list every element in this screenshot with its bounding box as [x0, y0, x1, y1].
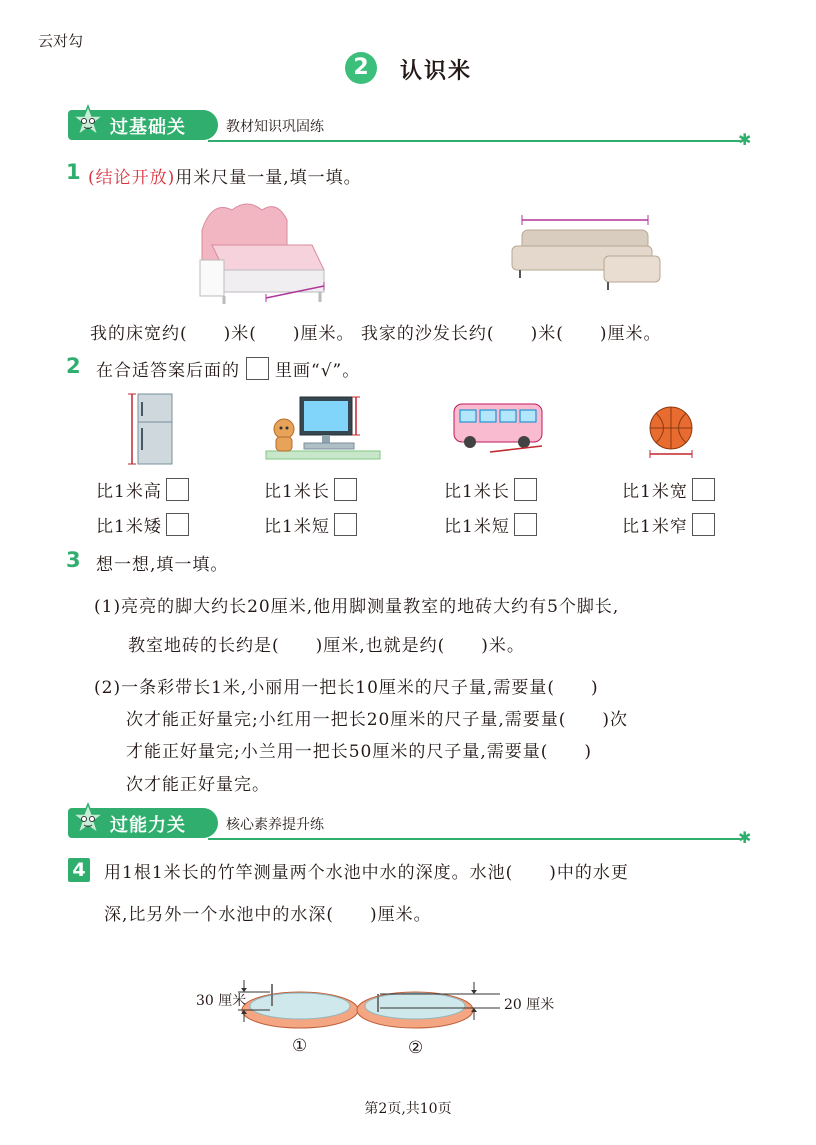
brand-label: 云对勾: [38, 32, 84, 50]
sofa-icon: [508, 210, 664, 296]
section-header-basic: [68, 110, 758, 149]
question-number: 1: [66, 160, 81, 184]
section-subtitle: 核心素养提升练: [226, 817, 324, 833]
question-text: 里画“√”。: [275, 361, 361, 381]
answer-checkbox[interactable]: [692, 513, 715, 536]
page-footer: 第2页,共10页: [364, 1101, 452, 1117]
checkbox-sample: [246, 357, 269, 380]
star-icon: ✱: [738, 828, 752, 847]
question-number-badge: [68, 858, 90, 882]
option-label: 比1米短: [264, 517, 330, 537]
option-label: 比1米宽: [622, 482, 688, 502]
question-4-line2: 深,比另外一个水池中的水深( )厘米。: [104, 905, 432, 925]
basketball-icon: [646, 404, 696, 458]
answer-checkbox[interactable]: [166, 478, 189, 501]
question-3-part1-line1: (1)亮亮的脚大约长20厘米,他用脚测量教室的地砖大约有5个脚长,: [94, 597, 620, 617]
bed-icon: [192, 200, 332, 310]
lesson-number: 2: [345, 52, 377, 84]
section-subtitle: 教材知识巩固练: [226, 119, 324, 135]
question-3-prompt: 想一想,填一填。: [96, 555, 229, 575]
mascot-icon: [70, 802, 106, 840]
question-3-part2-line3: 才能正好量完;小兰用一把长50厘米的尺子量,需要量( ): [126, 742, 593, 762]
question-number: 3: [66, 548, 81, 572]
section-badge-text: 过基础关: [110, 117, 186, 138]
star-icon: ✱: [738, 130, 752, 149]
answer-checkbox[interactable]: [166, 513, 189, 536]
option-label: 比1米高: [96, 482, 162, 502]
answer-checkbox[interactable]: [334, 478, 357, 501]
computer-icon: [264, 393, 382, 463]
bus-icon: [450, 398, 550, 458]
question-number: 4: [68, 858, 90, 882]
option-label: 比1米长: [444, 482, 510, 502]
question-4-line1: 用1根1米长的竹竿测量两个水池中水的深度。水池( )中的水更: [104, 863, 629, 883]
option-fridge-taller[interactable]: [96, 477, 189, 502]
question-3-part1-line2: 教室地砖的长约是( )厘米,也就是约( )米。: [128, 636, 525, 656]
option-computer-longer[interactable]: [264, 477, 357, 502]
answer-checkbox[interactable]: [334, 513, 357, 536]
section-header-advanced: [68, 808, 758, 847]
question-text: 用米尺量一量,填一填。: [175, 168, 362, 188]
answer-checkbox[interactable]: [514, 478, 537, 501]
question-3-part2-line1: (2)一条彩带长1米,小丽用一把长10厘米的尺子量,需要量( ): [94, 678, 599, 698]
option-ball-narrower[interactable]: [622, 512, 715, 537]
section-divider: [208, 838, 740, 840]
pool-2-depth-label: 20 厘米: [504, 997, 555, 1013]
question-1-prompt: [88, 163, 362, 188]
option-fridge-shorter[interactable]: [96, 512, 189, 537]
pool-1-depth-label: 30 厘米: [196, 993, 247, 1009]
pool-2-label: ②: [408, 1038, 424, 1058]
pool-1-label: ①: [292, 1036, 308, 1056]
option-bus-shorter[interactable]: [444, 512, 537, 537]
section-divider: [208, 140, 740, 142]
question-3-part2-line4: 次才能正好量完。: [126, 775, 270, 795]
option-bus-longer[interactable]: [444, 477, 537, 502]
question-tag: (结论开放): [88, 168, 176, 188]
option-label: 比1米窄: [622, 517, 688, 537]
question-1-answer-line: 我的床宽约( )米( )厘米。 我家的沙发长约( )米( )厘米。: [90, 324, 662, 344]
option-computer-shorter[interactable]: [264, 512, 357, 537]
option-label: 比1米长: [264, 482, 330, 502]
option-label: 比1米矮: [96, 517, 162, 537]
question-text: 在合适答案后面的: [96, 361, 240, 381]
mascot-icon: [70, 104, 106, 142]
option-label: 比1米短: [444, 517, 510, 537]
question-2-prompt: [96, 356, 360, 381]
section-badge-text: 过能力关: [110, 815, 186, 836]
answer-checkbox[interactable]: [692, 478, 715, 501]
page-title: 认识米: [400, 59, 473, 84]
option-ball-wider[interactable]: [622, 477, 715, 502]
question-number: 2: [66, 354, 81, 378]
answer-checkbox[interactable]: [514, 513, 537, 536]
refrigerator-icon: [126, 390, 178, 468]
question-3-part2-line2: 次才能正好量完;小红用一把长20厘米的尺子量,需要量( )次: [126, 710, 629, 730]
